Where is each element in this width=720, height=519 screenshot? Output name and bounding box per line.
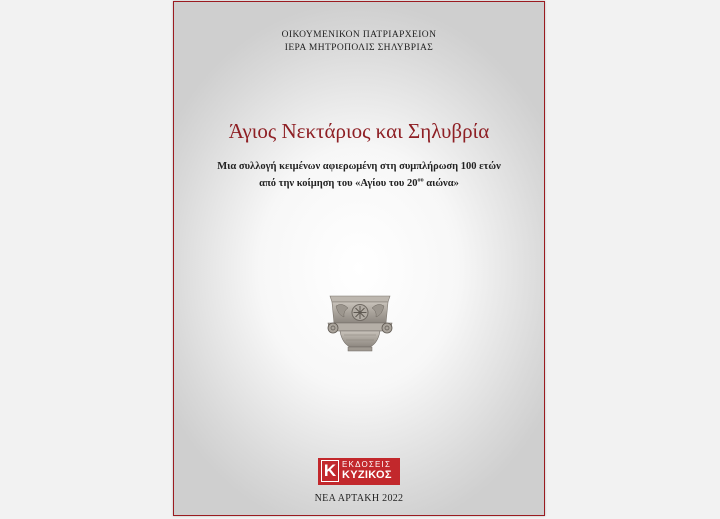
book-title: Άγιος Νεκτάριος και Σηλυβρία bbox=[228, 119, 490, 143]
publisher-logo bbox=[318, 458, 400, 485]
subtitle-superscript: ου bbox=[417, 177, 424, 184]
book-subtitle bbox=[174, 158, 544, 192]
patriarchate-line-1: ΟΙΚΟΥΜΕΝΙΚΟΝ ΠΑΤΡΙΑΡΧΕΙΟΝ bbox=[281, 30, 437, 40]
publisher-logo-top-text: ΕΚΔΟΣΕΙΣ bbox=[342, 460, 392, 469]
publisher-logo-bottom-text: ΚΥΖΙΚΟΣ bbox=[342, 469, 392, 481]
publisher-logo-letter: K bbox=[321, 460, 339, 482]
byzantine-capital-image bbox=[326, 293, 394, 353]
patriarchate-header bbox=[174, 29, 544, 55]
book-cover bbox=[173, 1, 545, 516]
subtitle-line-2-suffix: αιώνα» bbox=[423, 178, 459, 189]
patriarchate-line-2: ΙΕΡΑ ΜΗΤΡΟΠΟΛΙΣ ΣΗΛΥΒΡΙΑΣ bbox=[284, 43, 434, 53]
subtitle-line-1: Μια συλλογή κειμένων αφιερωμένη στη συμπλήρωση 100 ετών bbox=[217, 161, 501, 172]
imprint: ΝΕΑ ΑΡΤΑΚΗ 2022 bbox=[314, 493, 404, 504]
subtitle-line-2 bbox=[174, 175, 544, 192]
subtitle-line-2-prefix: από την κοίμηση του «Αγίου του 20 bbox=[259, 178, 418, 189]
